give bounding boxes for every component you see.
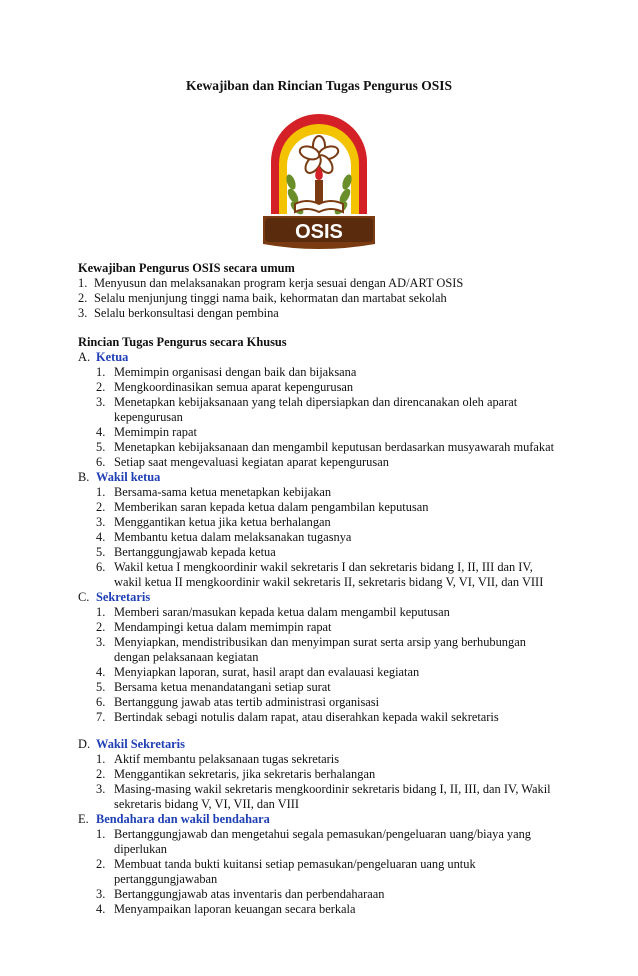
list-item: Bertanggungjawab atas inventaris dan perbendaharaan	[114, 887, 385, 901]
list-item: Bertanggungjawab dan mengetahui segala pemasukan/pengeluaran uang/biaya yang	[114, 827, 531, 841]
list-item: Bertanggungjawab kepada ketua	[114, 545, 276, 559]
section-heading: Rincian Tugas Pengurus secara Khusus	[78, 335, 287, 349]
list-item: dengan pelaksanaan kegiatan	[114, 650, 259, 664]
list-item: Memberi saran/masukan kepada ketua dalam mengambil keputusan	[114, 605, 450, 619]
list-number: 4.	[96, 902, 106, 916]
list-item: wakil ketua II mengkoordinir wakil sekretaris II, sekretaris bidang V, VI, VII, dan VIII	[114, 575, 544, 589]
list-item: Memberikan saran kepada ketua dalam pengambilan keputusan	[114, 500, 429, 514]
list-number: 5.	[96, 545, 106, 559]
list-item: Wakil ketua I mengkoordinir wakil sekretaris I dan sekretaris bidang I, II, III dan IV,	[114, 560, 533, 574]
list-number: 1.	[96, 365, 106, 379]
list-item: Menyiapkan laporan, surat, hasil arapt dan evalauasi kegiatan	[114, 665, 420, 679]
list-number: 6.	[96, 455, 106, 469]
list-item: Bersama ketua menandatangani setiap surat	[114, 680, 331, 694]
list-number: 3.	[96, 887, 106, 901]
osis-logo	[257, 104, 381, 252]
list-item: Membantu ketua dalam melaksanakan tugasnya	[114, 530, 352, 544]
list-item: Mengkoordinasikan semua aparat kepengurusan	[114, 380, 354, 394]
section-title: Wakil ketua	[96, 470, 161, 484]
list-number: 5.	[96, 440, 106, 454]
list-number: 6.	[96, 560, 106, 574]
list-item: Menetapkan kebijaksanaan yang telah dipersiapkan dan direncanakan oleh aparat	[114, 395, 518, 409]
list-item: Menetapkan kebijaksanaan dan mengambil keputusan berdasarkan musyawarah mufakat	[114, 440, 555, 454]
section-title: Ketua	[96, 350, 129, 364]
list-item: Masing-masing wakil sekretaris mengkoordinir sekretaris bidang I, II, III, dan IV, Wakil	[114, 782, 551, 796]
list-number: 1.	[78, 276, 88, 290]
list-item: Bersama-sama ketua menetapkan kebijakan	[114, 485, 332, 499]
list-item: Menyusun dan melaksanakan program kerja sesuai dengan AD/ART OSIS	[94, 276, 464, 290]
list-item: Bertindak sebagi notulis dalam rapat, atau diserahkan kepada wakil sekretaris	[114, 710, 499, 724]
page-title: Kewajiban dan Rincian Tugas Pengurus OSIS	[186, 78, 452, 93]
list-number: 2.	[96, 620, 106, 634]
list-item: Memimpin organisasi dengan baik dan bijaksana	[114, 365, 357, 379]
list-number: 3.	[96, 395, 106, 409]
list-item: sekretaris bidang V, VI, VII, dan VIII	[114, 797, 300, 811]
list-item: Menyiapkan, mendistribusikan dan menyimpan surat serta arsip yang berhubungan	[114, 635, 526, 649]
list-number: 2.	[96, 767, 106, 781]
list-number: 3.	[96, 515, 106, 529]
list-item: Selalu berkonsultasi dengan pembina	[94, 306, 279, 320]
section-title: Bendahara dan wakil bendahara	[96, 812, 270, 826]
section-letter: D.	[78, 737, 91, 751]
list-number: 5.	[96, 680, 106, 694]
list-number: 1.	[96, 752, 106, 766]
list-item: Setiap saat mengevaluasi kegiatan aparat kepengurusan	[114, 455, 389, 469]
list-item: Memimpin rapat	[114, 425, 197, 439]
list-item: Aktif membantu pelaksanaan tugas sekretaris	[114, 752, 340, 766]
list-item: Mendampingi ketua dalam memimpin rapat	[114, 620, 332, 634]
list-number: 1.	[96, 485, 106, 499]
list-number: 1.	[96, 827, 106, 841]
list-number: 3.	[96, 635, 106, 649]
list-item: Membuat tanda bukti kuitansi setiap pemasukan/pengeluaran uang untuk	[114, 857, 476, 871]
list-number: 2.	[96, 857, 106, 871]
logo-text: OSIS	[295, 221, 343, 243]
section-letter: C.	[78, 590, 90, 604]
list-number: 7.	[96, 710, 106, 724]
list-number: 2.	[78, 291, 88, 305]
section-title: Sekretaris	[96, 590, 151, 604]
list-number: 4.	[96, 530, 106, 544]
list-item: diperlukan	[114, 842, 167, 856]
list-item: Selalu menjunjung tinggi nama baik, kehormatan dan martabat sekolah	[94, 291, 447, 305]
list-number: 2.	[96, 380, 106, 394]
list-item: Menggantikan sekretaris, jika sekretaris berhalangan	[114, 767, 376, 781]
list-item: Bertanggung jawab atas tertib administrasi organisasi	[114, 695, 380, 709]
list-item: Menyampaikan laporan keuangan secara berkala	[114, 902, 356, 916]
list-number: 3.	[78, 306, 88, 320]
section-letter: A.	[78, 350, 91, 364]
list-item: Menggantikan ketua jika ketua berhalangan	[114, 515, 331, 529]
list-number: 2.	[96, 500, 106, 514]
list-number: 6.	[96, 695, 106, 709]
list-item: kepengurusan	[114, 410, 183, 424]
list-number: 4.	[96, 665, 106, 679]
section-heading: Kewajiban Pengurus OSIS secara umum	[78, 261, 295, 275]
section-letter: E.	[78, 812, 89, 826]
section-title: Wakil Sekretaris	[96, 737, 185, 751]
list-number: 1.	[96, 605, 106, 619]
list-number: 3.	[96, 782, 106, 796]
section-letter: B.	[78, 470, 90, 484]
list-number: 4.	[96, 425, 106, 439]
list-item: pertanggungjawaban	[114, 872, 218, 886]
